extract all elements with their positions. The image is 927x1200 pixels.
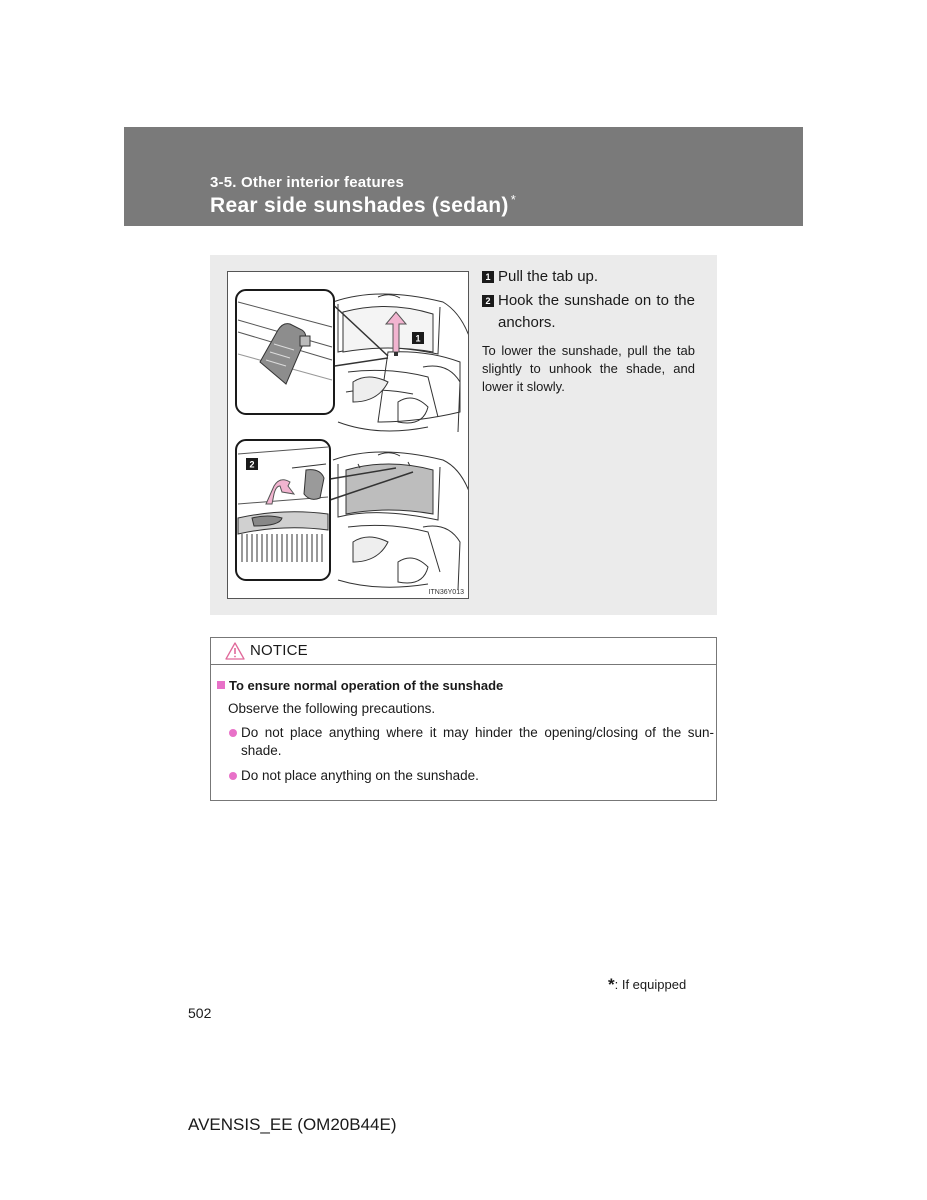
- tab-mark: [394, 352, 398, 356]
- manual-code: AVENSIS_EE (OM20B44E): [188, 1115, 397, 1134]
- chapter-header-band: [124, 127, 803, 226]
- notice-title: NOTICE: [250, 642, 308, 659]
- instruction-panel: [210, 255, 717, 615]
- callout-1: [412, 332, 424, 344]
- notice-list-item: [228, 767, 714, 785]
- notice-list: [228, 724, 714, 792]
- step-item: [482, 290, 695, 334]
- footnote-marker: *: [608, 975, 615, 994]
- svg-text:2: 2: [249, 459, 255, 470]
- sunshade-diagram: [228, 272, 468, 598]
- notice-item-text: Do not place anything on the sunshade.: [241, 768, 479, 783]
- step-text: Pull the tab up.: [498, 268, 599, 285]
- section-label: 3-5. Other interior features: [210, 174, 404, 191]
- upper-inset: [236, 290, 334, 414]
- notice-subheading-text: To ensure normal operation of the sunshade: [229, 678, 504, 693]
- round-bullet-icon: [229, 772, 237, 780]
- page-number: 502: [188, 1005, 212, 1021]
- step-item: [482, 266, 695, 288]
- footnote-text: : If equipped: [614, 977, 687, 992]
- notice-subheading: [217, 678, 503, 693]
- svg-text:1: 1: [415, 333, 421, 344]
- steps-list: [482, 266, 695, 396]
- notice-intro: Observe the following precautions.: [228, 701, 436, 716]
- step-number-badge: 1: [482, 271, 494, 283]
- sunshade-illustration: [227, 271, 469, 599]
- notice-list-item: [228, 724, 714, 760]
- page-title-text: Rear side sunshades (sedan): [210, 194, 509, 217]
- notice-box: [210, 637, 717, 801]
- step-number-badge: 2: [482, 295, 494, 307]
- notice-item-text: Do not place anything where it may hinder the opening/closing of the sun-shade.: [241, 725, 714, 758]
- square-bullet-icon: [217, 681, 225, 689]
- round-bullet-icon: [229, 729, 237, 737]
- optional-equipment-marker: *: [510, 192, 517, 207]
- callout-2: [246, 458, 258, 470]
- step-note: To lower the sunshade, pull the tab slightly to unhook the shade, and lower it slowly.: [482, 343, 695, 394]
- step-text: Hook the sunshade on to the anchors.: [498, 292, 695, 331]
- notice-header: [211, 638, 716, 665]
- illustration-code: ITN36Y013: [428, 589, 464, 596]
- footnote: [608, 975, 686, 995]
- warning-triangle-icon: [225, 642, 245, 660]
- page-title: [210, 194, 516, 218]
